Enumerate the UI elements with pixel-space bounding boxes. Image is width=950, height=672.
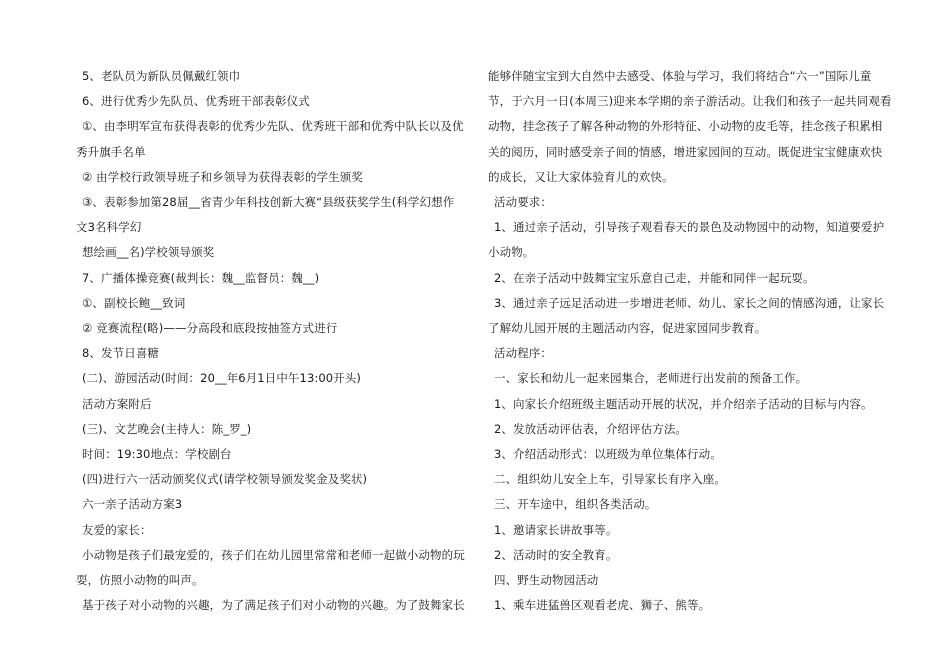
text-line: 节，于六月一日(本周三)迎来本学期的亲子游活动。让我们和孩子一起共同观看 [488, 94, 892, 109]
text-line: 1、乘车进猛兽区观看老虎、狮子、熊等。 [494, 598, 711, 613]
text-line: 2、活动时的安全教育。 [494, 547, 618, 562]
text-line: ② 竞赛流程(略)——分高段和底段按抽签方式进行 [82, 321, 338, 336]
text-line: 秀升旗手名单 [76, 144, 146, 159]
left-column [76, 64, 466, 618]
text-line: 7、广播体操竞赛(裁判长：魏__监督员：魏__) [82, 270, 320, 285]
text-line: 活动要求： [494, 195, 552, 210]
text-line: 2、发放活动评估表，介绍评估方法。 [494, 421, 688, 436]
right-column [488, 64, 892, 618]
text-line: (二)、游园活动(时间：20__年6月1日中午13:00开头) [82, 371, 361, 386]
text-line: 1、邀请家长讲故事等。 [494, 522, 618, 537]
text-line: ② 由学校行政领导班子和乡领导为获得表彰的学生颁奖 [82, 169, 363, 184]
text-line: 8、发节日喜糖 [82, 346, 160, 361]
text-line: 四、野生动物园活动 [494, 573, 599, 588]
text-line: 3、通过亲子远足活动进一步增进老师、幼儿、家长之间的情感沟通，让家长 [494, 295, 885, 310]
text-line: ①、由李明军宣布获得表彰的优秀少先队、优秀班干部和优秀中队长以及优 [82, 119, 464, 134]
text-line: 能够伴随宝宝到大自然中去感受、体验与学习，我们将结合“六一”国际儿童 [488, 69, 872, 83]
text-line: 三、开车途中，组织各类活动。 [494, 497, 657, 512]
text-line: 基于孩子对小动物的兴趣，为了满足孩子们对小动物的兴趣。为了鼓舞家长 [82, 598, 465, 613]
text-line: 一、家长和幼儿一起来园集合，老师进行出发前的预备工作。 [494, 371, 808, 386]
text-line: 友爱的家长： [82, 522, 152, 537]
text-line: 3、介绍活动形式：以班级为单位集体行动。 [494, 447, 722, 462]
text-line: ③、表彰参加第28届__省青少年科技创新大赛“县级获奖学生(科学幻想作 [82, 195, 455, 210]
text-line: (三)、文艺晚会(主持人：陈_罗_) [82, 421, 252, 436]
text-line: 动物，挂念孩子了解各种动物的外形特征、小动物的皮毛等，挂念孩子积累相 [488, 119, 883, 134]
text-line: 想绘画__名)学校领导颁奖 [82, 245, 215, 260]
text-line: 2、在亲子活动中鼓舞宝宝乐意自己走，并能和同伴一起玩耍。 [494, 270, 815, 285]
text-line: 的成长，又让大家体验育儿的欢快。 [488, 169, 674, 184]
text-line: 了解幼儿园开展的主题活动内容，促进家园同步教育。 [488, 321, 767, 336]
text-line: 耍，仿照小动物的叫声。 [76, 573, 204, 588]
text-line: 小动物。 [488, 245, 535, 260]
text-line: ①、副校长鲍__致词 [82, 295, 186, 310]
text-line: 文3名科学幻 [76, 220, 142, 235]
text-line: 活动方案附后 [82, 396, 152, 411]
text-line: 二、组织幼儿安全上车，引导家长有序入座。 [494, 472, 726, 487]
text-line: 小动物是孩子们最宠爱的，孩子们在幼儿园里常常和老师一起做小动物的玩 [82, 547, 465, 562]
text-line: 6、进行优秀少先队员、优秀班干部表彰仪式 [82, 94, 310, 109]
text-line: 1、向家长介绍班级主题活动开展的状况，并介绍亲子活动的目标与内容。 [494, 396, 873, 411]
text-line: 关的阅历，同时感受亲子间的情感，增进家园间的互动。既促进宝宝健康欢快 [488, 144, 883, 159]
text-line: 5、老队员为新队员佩戴红领巾 [82, 69, 241, 83]
text-line: 活动程序： [494, 346, 552, 361]
text-line: 1、通过亲子活动，引导孩子观看春天的景色及动物园中的动物，知道要爱护 [494, 220, 885, 235]
text-line: 时间：19:30地点：学校剧台 [82, 447, 232, 462]
text-line: 六一亲子活动方案3 [82, 497, 183, 512]
text-line: (四)进行六一活动颁奖仪式(请学校领导颁发奖金及奖状) [82, 472, 368, 487]
